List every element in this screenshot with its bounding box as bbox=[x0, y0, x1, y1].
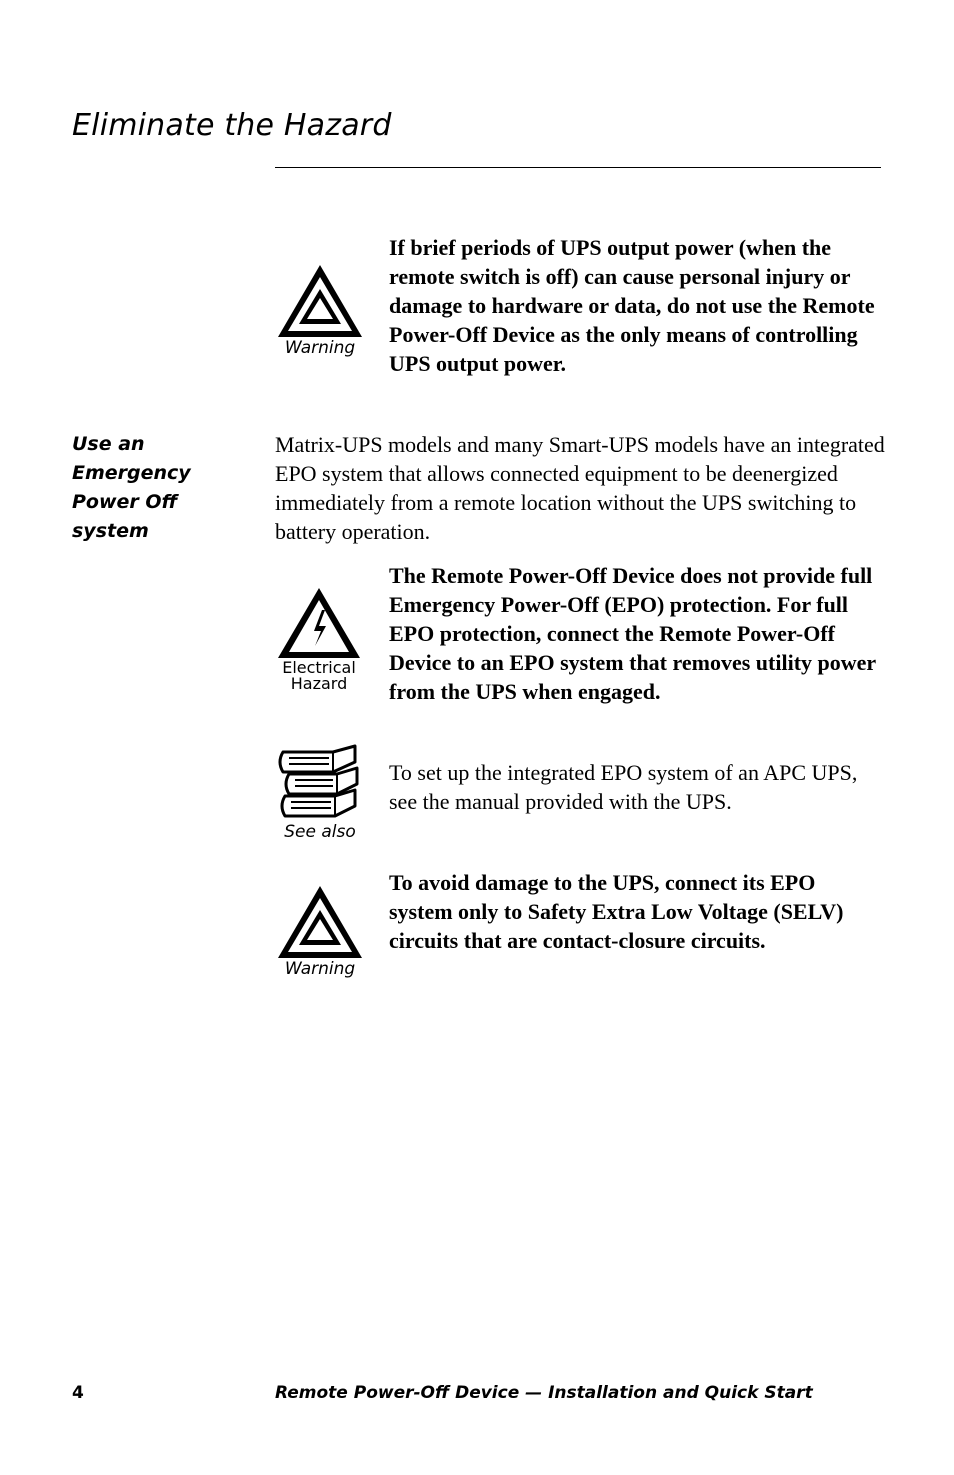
electrical-hazard-label-line2: Hazard bbox=[290, 674, 348, 693]
warning-notice-icon-block bbox=[270, 262, 370, 356]
warning-icon-label-2: Warning bbox=[284, 959, 356, 979]
see-also-text: To set up the integrated EPO system of an APC UPS, see the manual provided with the UPS. bbox=[389, 760, 858, 814]
warning-icon bbox=[275, 883, 365, 961]
page-title: Eliminate the Hazard bbox=[72, 108, 392, 143]
see-also-icon-block bbox=[270, 744, 370, 840]
electrical-hazard-label-line1: Electrical bbox=[282, 658, 356, 677]
footer-document-title: Remote Power-Off Device — Installation and Quick Start bbox=[275, 1383, 813, 1403]
warning-text: If brief periods of UPS output power (when the remote switch is off) can cause personal injury or damage to hardware or data, do not use the Remote Power-Off Device as the only means of controlling UPS output power. bbox=[389, 235, 875, 376]
title-divider bbox=[275, 167, 881, 168]
section-paragraph: Matrix-UPS models and many Smart-UPS models have an integrated EPO system that allows connected equipment to be deenergized immediately from a remote location without the UPS switching to battery operation. bbox=[275, 432, 885, 544]
books-icon bbox=[275, 744, 365, 820]
electrical-hazard-icon bbox=[274, 586, 364, 660]
electrical-hazard-text: The Remote Power-Off Device does not provide full Emergency Power-Off (EPO) protection. For full EPO protection, connect the Remote Power-Off Device to an EPO system that removes utility power from the UPS when engaged. bbox=[389, 563, 876, 704]
section-heading: Use an Emergency Power Off system bbox=[72, 433, 191, 542]
page-number: 4 bbox=[72, 1383, 84, 1403]
warning-text-2: To avoid damage to the UPS, connect its EPO system only to Safety Extra Low Voltage (SELV) circuits that are contact-closure circuits. bbox=[389, 870, 844, 953]
see-also-label: See also bbox=[284, 822, 356, 842]
warning-icon bbox=[275, 262, 365, 340]
warning-icon-label: Warning bbox=[284, 338, 356, 358]
electrical-hazard-icon-block bbox=[269, 586, 369, 692]
warning-notice-icon-block-2 bbox=[270, 883, 370, 977]
